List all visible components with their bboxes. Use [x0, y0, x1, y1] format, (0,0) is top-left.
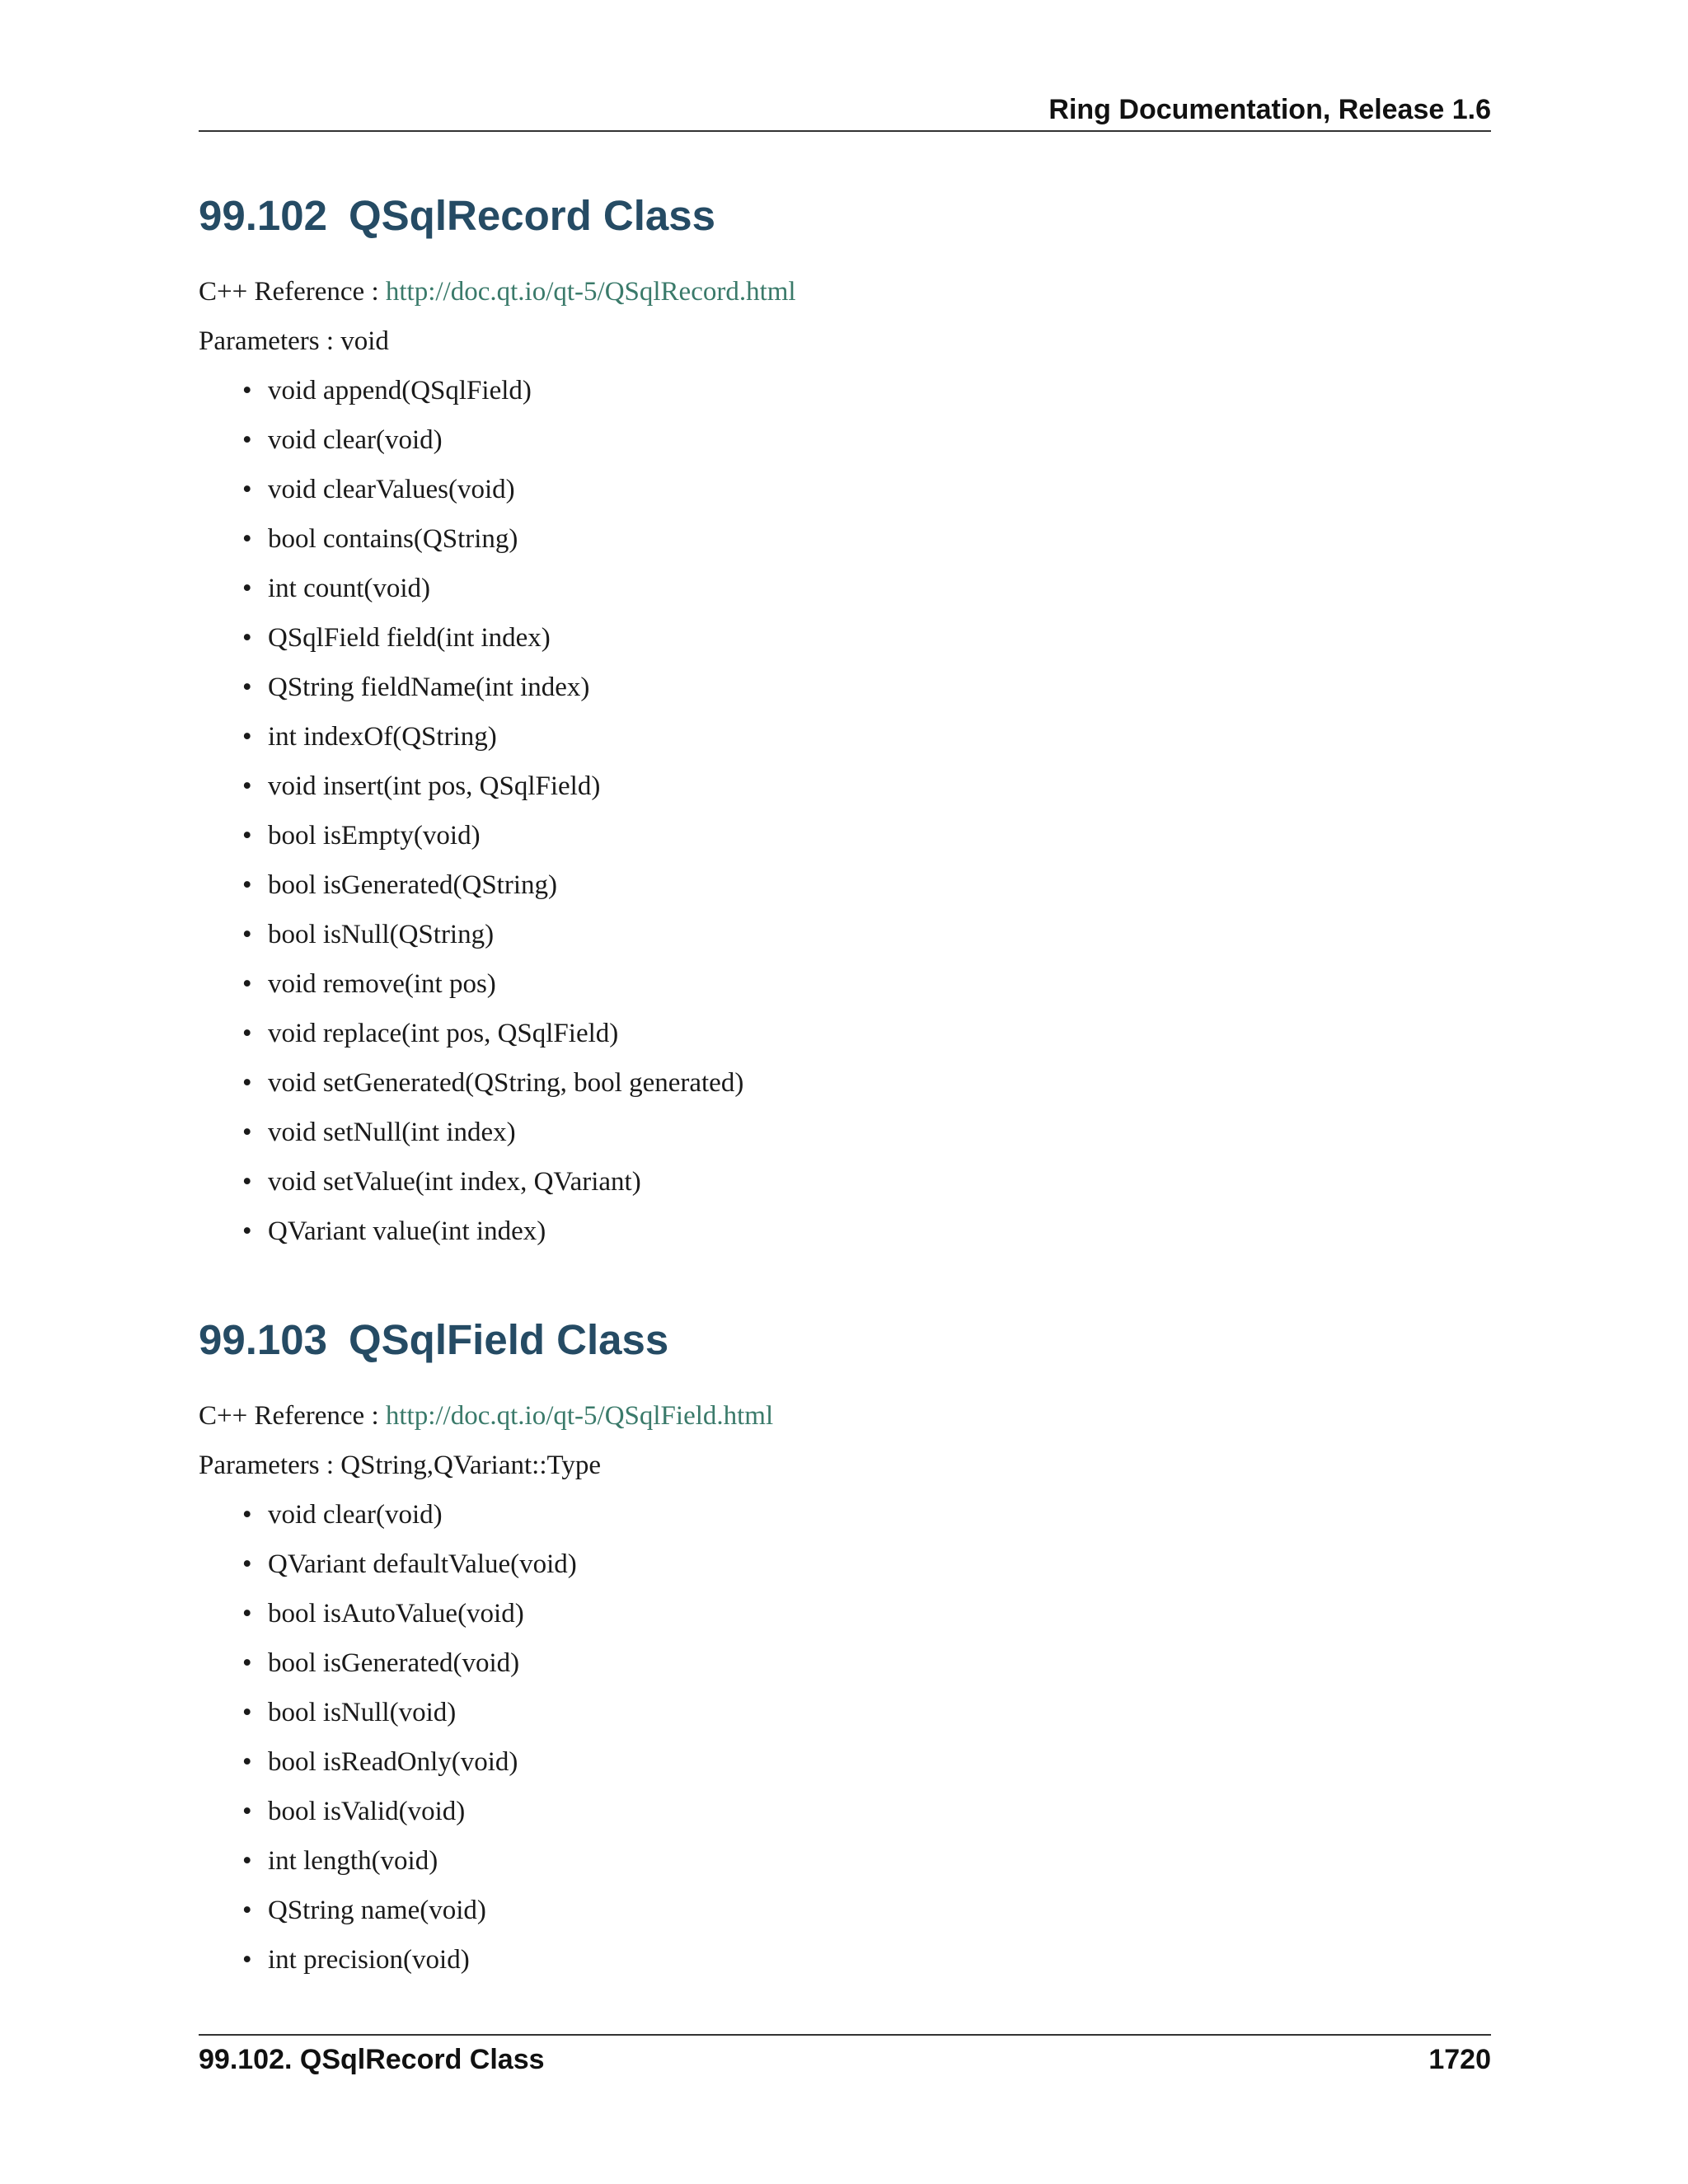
list-item: • int precision(void) — [242, 1945, 470, 1975]
bullet-icon: • — [242, 1797, 252, 1826]
bullet-icon: • — [242, 1500, 252, 1530]
reference-label: C++ Reference : — [199, 277, 386, 307]
list-item: • bool isReadOnly(void) — [242, 1747, 518, 1777]
bullet-icon: • — [242, 1945, 252, 1975]
reference-label: C++ Reference : — [199, 1401, 386, 1431]
list-item: • bool contains(QString) — [242, 524, 518, 554]
bullet-icon: • — [242, 673, 252, 702]
list-item: • void setValue(int index, QVariant) — [242, 1167, 641, 1197]
list-item: • QSqlField field(int index) — [242, 623, 551, 653]
section-title: QSqlRecord Class — [349, 192, 715, 239]
list-item: • bool isEmpty(void) — [242, 821, 481, 851]
list-item: • int length(void) — [242, 1846, 438, 1876]
page-header — [199, 92, 1491, 132]
reference-link[interactable]: http://doc.qt.io/qt-5/QSqlField.html — [385, 1401, 774, 1431]
list-item: • bool isNull(void) — [242, 1698, 457, 1727]
bullet-icon: • — [242, 524, 252, 554]
cpp-reference — [199, 275, 1491, 308]
document-title: Ring Documentation, Release 1.6 — [1048, 94, 1491, 125]
list-item: • QVariant value(int index) — [242, 1216, 546, 1246]
list-item: • bool isNull(QString) — [242, 920, 495, 949]
bullet-icon: • — [242, 1216, 252, 1246]
bullet-icon: • — [242, 376, 252, 405]
bullet-icon: • — [242, 1846, 252, 1876]
page-footer — [199, 2034, 1491, 2083]
footer-section-label: 99.102. QSqlRecord Class — [199, 2044, 545, 2075]
section-heading — [199, 1315, 1491, 1365]
bullet-icon: • — [242, 1118, 252, 1147]
bullet-icon: • — [242, 1648, 252, 1678]
parameters-line: Parameters : QString,QVariant::Type — [199, 1451, 601, 1480]
section-qsqlrecord — [199, 191, 1491, 1264]
list-item: • bool isGenerated(void) — [242, 1648, 520, 1678]
bullet-icon: • — [242, 821, 252, 851]
list-item: • QString fieldName(int index) — [242, 673, 590, 702]
bullet-icon: • — [242, 870, 252, 900]
bullet-icon: • — [242, 1599, 252, 1629]
section-number: 99.103 — [199, 1316, 327, 1363]
bullet-icon: • — [242, 475, 252, 504]
list-item: • void insert(int pos, QSqlField) — [242, 771, 601, 801]
method-list — [199, 374, 1491, 1264]
list-item: • void clear(void) — [242, 1500, 443, 1530]
bullet-icon: • — [242, 1896, 252, 1925]
list-item: • bool isAutoValue(void) — [242, 1599, 524, 1629]
section-number: 99.102 — [199, 192, 327, 239]
list-item: • QVariant defaultValue(void) — [242, 1549, 577, 1579]
list-item: • int count(void) — [242, 574, 431, 603]
section-qsqlfield — [199, 1315, 1491, 1993]
list-item: • void append(QSqlField) — [242, 376, 532, 405]
bullet-icon: • — [242, 1747, 252, 1777]
list-item: • void clearValues(void) — [242, 475, 515, 504]
bullet-icon: • — [242, 1167, 252, 1197]
parameters-line: Parameters : void — [199, 326, 389, 356]
section-heading — [199, 191, 1491, 241]
bullet-icon: • — [242, 969, 252, 999]
reference-link[interactable]: http://doc.qt.io/qt-5/QSqlRecord.html — [385, 277, 796, 307]
list-item: • void replace(int pos, QSqlField) — [242, 1019, 619, 1048]
bullet-icon: • — [242, 1068, 252, 1098]
method-list — [199, 1498, 1491, 1993]
bullet-icon: • — [242, 623, 252, 653]
list-item: • int indexOf(QString) — [242, 722, 497, 752]
bullet-icon: • — [242, 771, 252, 801]
cpp-reference — [199, 1399, 1491, 1432]
bullet-icon: • — [242, 574, 252, 603]
bullet-icon: • — [242, 920, 252, 949]
list-item: • void setGenerated(QString, bool generated) — [242, 1068, 744, 1098]
bullet-icon: • — [242, 1549, 252, 1579]
list-item: • void clear(void) — [242, 425, 443, 455]
page-number: 1720 — [1428, 2044, 1491, 2075]
list-item: • void setNull(int index) — [242, 1118, 516, 1147]
list-item: • bool isGenerated(QString) — [242, 870, 557, 900]
section-title: QSqlField Class — [349, 1316, 669, 1363]
list-item: • QString name(void) — [242, 1896, 486, 1925]
bullet-icon: • — [242, 425, 252, 455]
bullet-icon: • — [242, 722, 252, 752]
bullet-icon: • — [242, 1019, 252, 1048]
list-item: • void remove(int pos) — [242, 969, 496, 999]
list-item: • bool isValid(void) — [242, 1797, 466, 1826]
bullet-icon: • — [242, 1698, 252, 1727]
